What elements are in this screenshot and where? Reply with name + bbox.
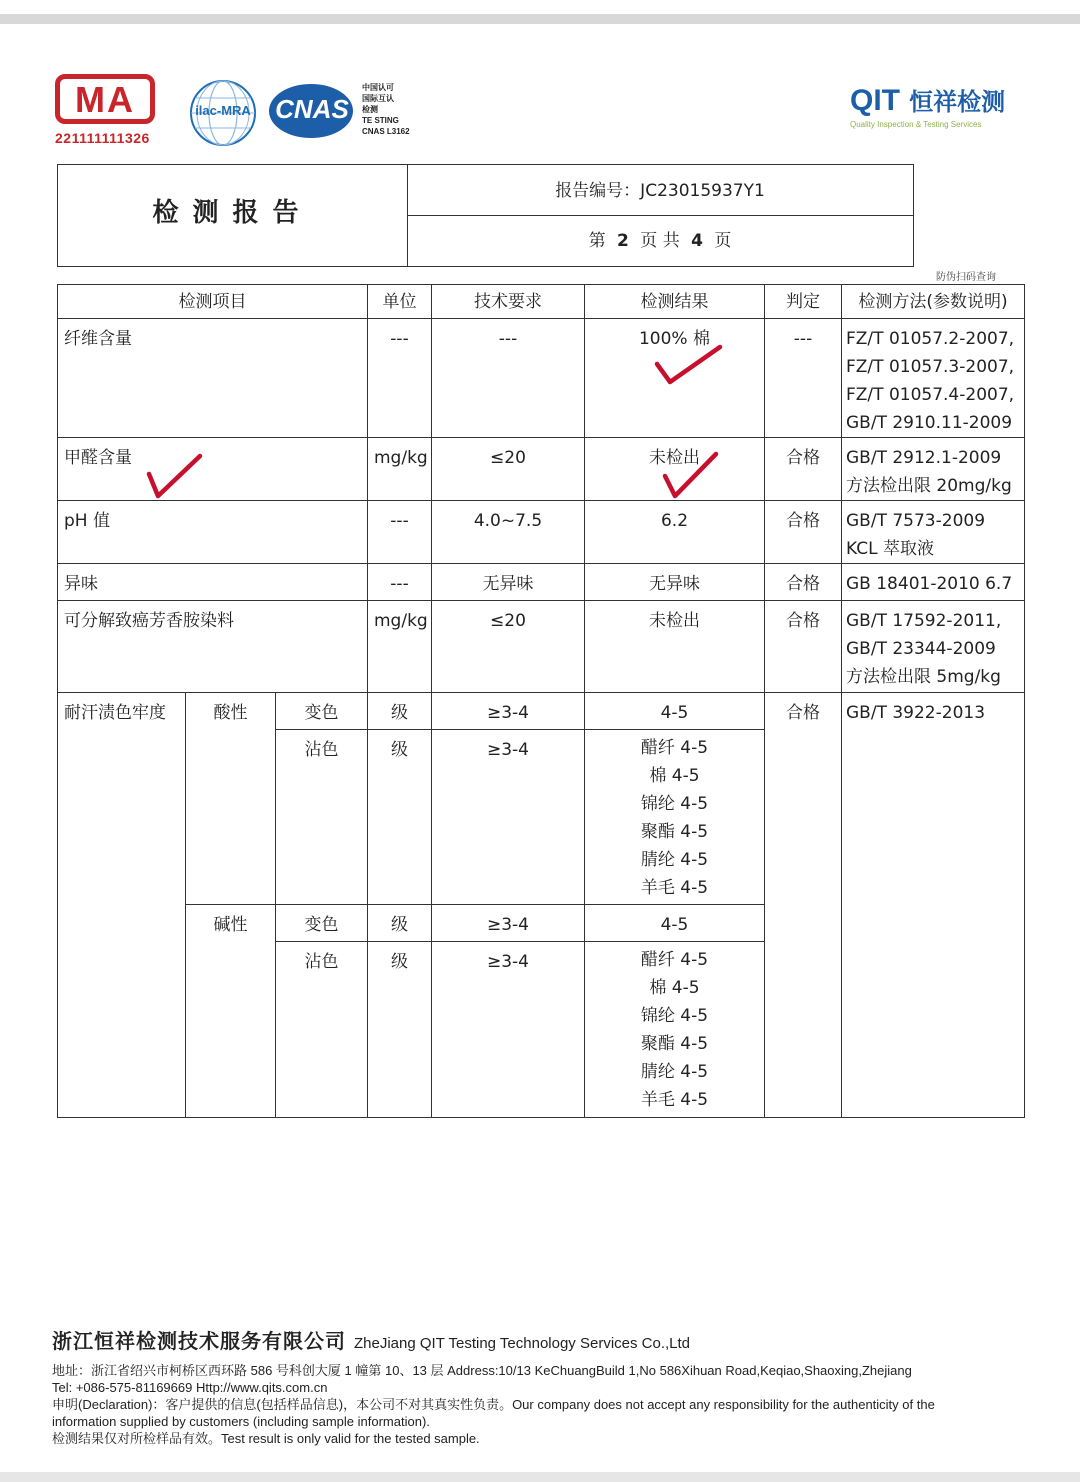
report-title-box (57, 164, 914, 267)
item-cell: pH 值 (58, 501, 368, 564)
qr-note: 防伪扫码查询 (936, 272, 996, 283)
table-row (58, 601, 1025, 693)
unit-cell: mg/kg (368, 438, 432, 501)
page-prefix: 第 (588, 231, 606, 251)
bottom-border (0, 1472, 1080, 1482)
method-line: GB 18401-2010 6.7 (846, 574, 1013, 594)
stain-result: 棉 4-5 (649, 766, 700, 786)
stain-result: 醋纤 4-5 (640, 950, 709, 970)
stain-result: 锦纶 4-5 (640, 794, 709, 814)
stain-result: 腈纶 4-5 (640, 850, 709, 870)
footer-declaration: 申明(Declaration)：客户提供的信息(包括样品信息)，本公司不对其真实性负责。Our company does not accept any responsibility for the authenticity of the (52, 1397, 935, 1412)
method-line: GB/T 2910.11-2009 (846, 413, 1013, 433)
stain-result: 棉 4-5 (649, 978, 700, 998)
header-method: 检测方法(参数说明) (842, 285, 1025, 319)
stain-result: 羊毛 4-5 (640, 1090, 709, 1110)
unit-cell: --- (368, 564, 432, 601)
result-cell: 未检出 (585, 438, 765, 501)
alkali-label-cell: 碱性 (186, 905, 276, 1118)
page-total: 4 (691, 231, 703, 251)
result-cell: 6.2 (585, 501, 765, 564)
verdict-cell: --- (765, 319, 842, 438)
qit-wordmark: QIT (850, 84, 900, 117)
unit-cell: 级 (368, 693, 432, 730)
unit-cell: --- (368, 501, 432, 564)
table-row (58, 564, 1025, 601)
sweat-item-cell: 耐汗渍色牢度 (58, 693, 186, 1118)
table-header-row (58, 285, 1025, 319)
stain-result: 醋纤 4-5 (640, 738, 709, 758)
item-cell: 可分解致癌芳香胺染料 (58, 601, 368, 693)
qit-subtitle: Quality Inspection & Testing Services (850, 120, 982, 129)
requirement-cell: ≤20 (432, 601, 585, 693)
stain-label-cell: 沾色 (276, 730, 368, 905)
header-unit: 单位 (368, 285, 432, 319)
requirement-cell: ≥3-4 (432, 730, 585, 905)
method-line: 方法检出限 20mg/kg (846, 476, 1012, 496)
acid-label-cell: 酸性 (186, 693, 276, 905)
method-line: GB/T 7573-2009 (846, 511, 986, 531)
requirement-cell: ≤20 (432, 438, 585, 501)
table-row (58, 693, 1025, 730)
header-item: 检测项目 (58, 285, 368, 319)
company-en: ZheJiang QIT Testing Technology Services Co.,Ltd (354, 1335, 691, 1352)
method-line: FZ/T 01057.3-2007, (846, 357, 1015, 377)
ilac-label: ilac-MRA (195, 103, 251, 118)
footer-address: 地址：浙江省绍兴市柯桥区西环路 586 号科创大厦 1 幢第 10、13 层 Address:10/13 KeChuangBuild 1,No 586Xihuan Road,Keqiao,Shaoxing,Zhejiang (52, 1363, 912, 1378)
requirement-cell: ≥3-4 (432, 905, 585, 942)
verdict-cell: 合格 (765, 564, 842, 601)
stain-label-cell: 沾色 (276, 942, 368, 1118)
page-current: 2 (617, 231, 629, 251)
method-line: 方法检出限 5mg/kg (846, 667, 1001, 687)
method-line: FZ/T 01057.2-2007, (846, 329, 1015, 349)
result-cell: 未检出 (585, 601, 765, 693)
footer-validity: 检测结果仅对所检样品有效。Test result is only valid for the tested sample. (52, 1431, 480, 1446)
cnas-line: CNAS L3162 (362, 127, 410, 136)
cnas-line: TE STING (362, 116, 399, 125)
report-title: 检测报告 (58, 165, 408, 266)
company-cn: 浙江恒祥检测技术服务有限公司 (52, 1329, 346, 1353)
method-line: GB/T 23344-2009 (846, 639, 996, 659)
method-line: KCL 萃取液 (846, 539, 934, 559)
change-label-cell: 变色 (276, 905, 368, 942)
verdict-cell: 合格 (765, 601, 842, 693)
cnas-label: CNAS (275, 94, 349, 124)
stain-result: 锦纶 4-5 (640, 1006, 709, 1026)
cnas-line: 国际互认 (362, 94, 394, 103)
method-cell (842, 501, 1025, 564)
verdict-cell: 合格 (765, 501, 842, 564)
result-cell: 4-5 (585, 693, 765, 730)
result-cell: 4-5 (585, 905, 765, 942)
method-cell (842, 319, 1025, 438)
requirement-cell: 4.0~7.5 (432, 501, 585, 564)
header-result: 检测结果 (585, 285, 765, 319)
results-table (57, 284, 1025, 1118)
unit-cell: 级 (368, 730, 432, 905)
page-suffix: 页 (714, 231, 732, 251)
footer-declaration-2: information supplied by customers (including sample information). (52, 1414, 430, 1429)
unit-cell: 级 (368, 905, 432, 942)
table-row (58, 319, 1025, 438)
report-number: 报告编号：JC23015937Y1 (407, 165, 913, 216)
cma-number: 221111111326 (55, 130, 150, 146)
stain-results-cell (585, 942, 765, 1118)
cma-logo (55, 74, 165, 146)
unit-cell: --- (368, 319, 432, 438)
method-cell (842, 601, 1025, 693)
verdict-cell: 合格 (765, 438, 842, 501)
top-border (0, 14, 1080, 24)
header-verdict: 判定 (765, 285, 842, 319)
footer-contact: Tel: +086-575-81169669 Http://www.qits.com.cn (52, 1380, 328, 1395)
item-cell: 纤维含量 (58, 319, 368, 438)
method-cell (842, 564, 1025, 601)
verdict-cell: 合格 (765, 693, 842, 1118)
method-cell: GB/T 3922-2013 (842, 693, 1025, 1118)
footer-company (52, 1325, 1037, 1354)
method-line: GB/T 17592-2011, (846, 611, 1002, 631)
cnas-text-block (362, 82, 410, 137)
cma-mark: MA (55, 74, 155, 124)
result-cell: 100% 棉 (585, 319, 765, 438)
item-cell: 甲醛含量 (58, 438, 368, 501)
requirement-cell: 无异味 (432, 564, 585, 601)
unit-cell: 级 (368, 942, 432, 1118)
stain-result: 聚酯 4-5 (640, 822, 709, 842)
page-indicator (407, 216, 913, 266)
stain-result: 腈纶 4-5 (640, 1062, 709, 1082)
page-mid: 页 共 (640, 231, 680, 251)
requirement-cell: --- (432, 319, 585, 438)
requirement-cell: ≥3-4 (432, 942, 585, 1118)
unit-cell: mg/kg (368, 601, 432, 693)
method-line: FZ/T 01057.4-2007, (846, 385, 1015, 405)
stain-result: 聚酯 4-5 (640, 1034, 709, 1054)
header-requirement: 技术要求 (432, 285, 585, 319)
requirement-cell: ≥3-4 (432, 693, 585, 730)
checkmark-icon (660, 450, 720, 500)
method-cell (842, 438, 1025, 501)
method-line: GB/T 2912.1-2009 (846, 448, 1002, 468)
table-row (58, 501, 1025, 564)
checkmark-icon (652, 342, 724, 387)
qit-logo (850, 82, 1005, 129)
stain-result: 羊毛 4-5 (640, 878, 709, 898)
change-label-cell: 变色 (276, 693, 368, 730)
footer (52, 1325, 1037, 1447)
checkmark-icon (144, 452, 204, 500)
stain-results-cell (585, 730, 765, 905)
cnas-line: 检测 (362, 105, 378, 114)
result-cell: 无异味 (585, 564, 765, 601)
item-cell: 异味 (58, 564, 368, 601)
qit-cn-name: 恒祥检测 (909, 88, 1006, 116)
cnas-line: 中国认可 (362, 83, 394, 92)
